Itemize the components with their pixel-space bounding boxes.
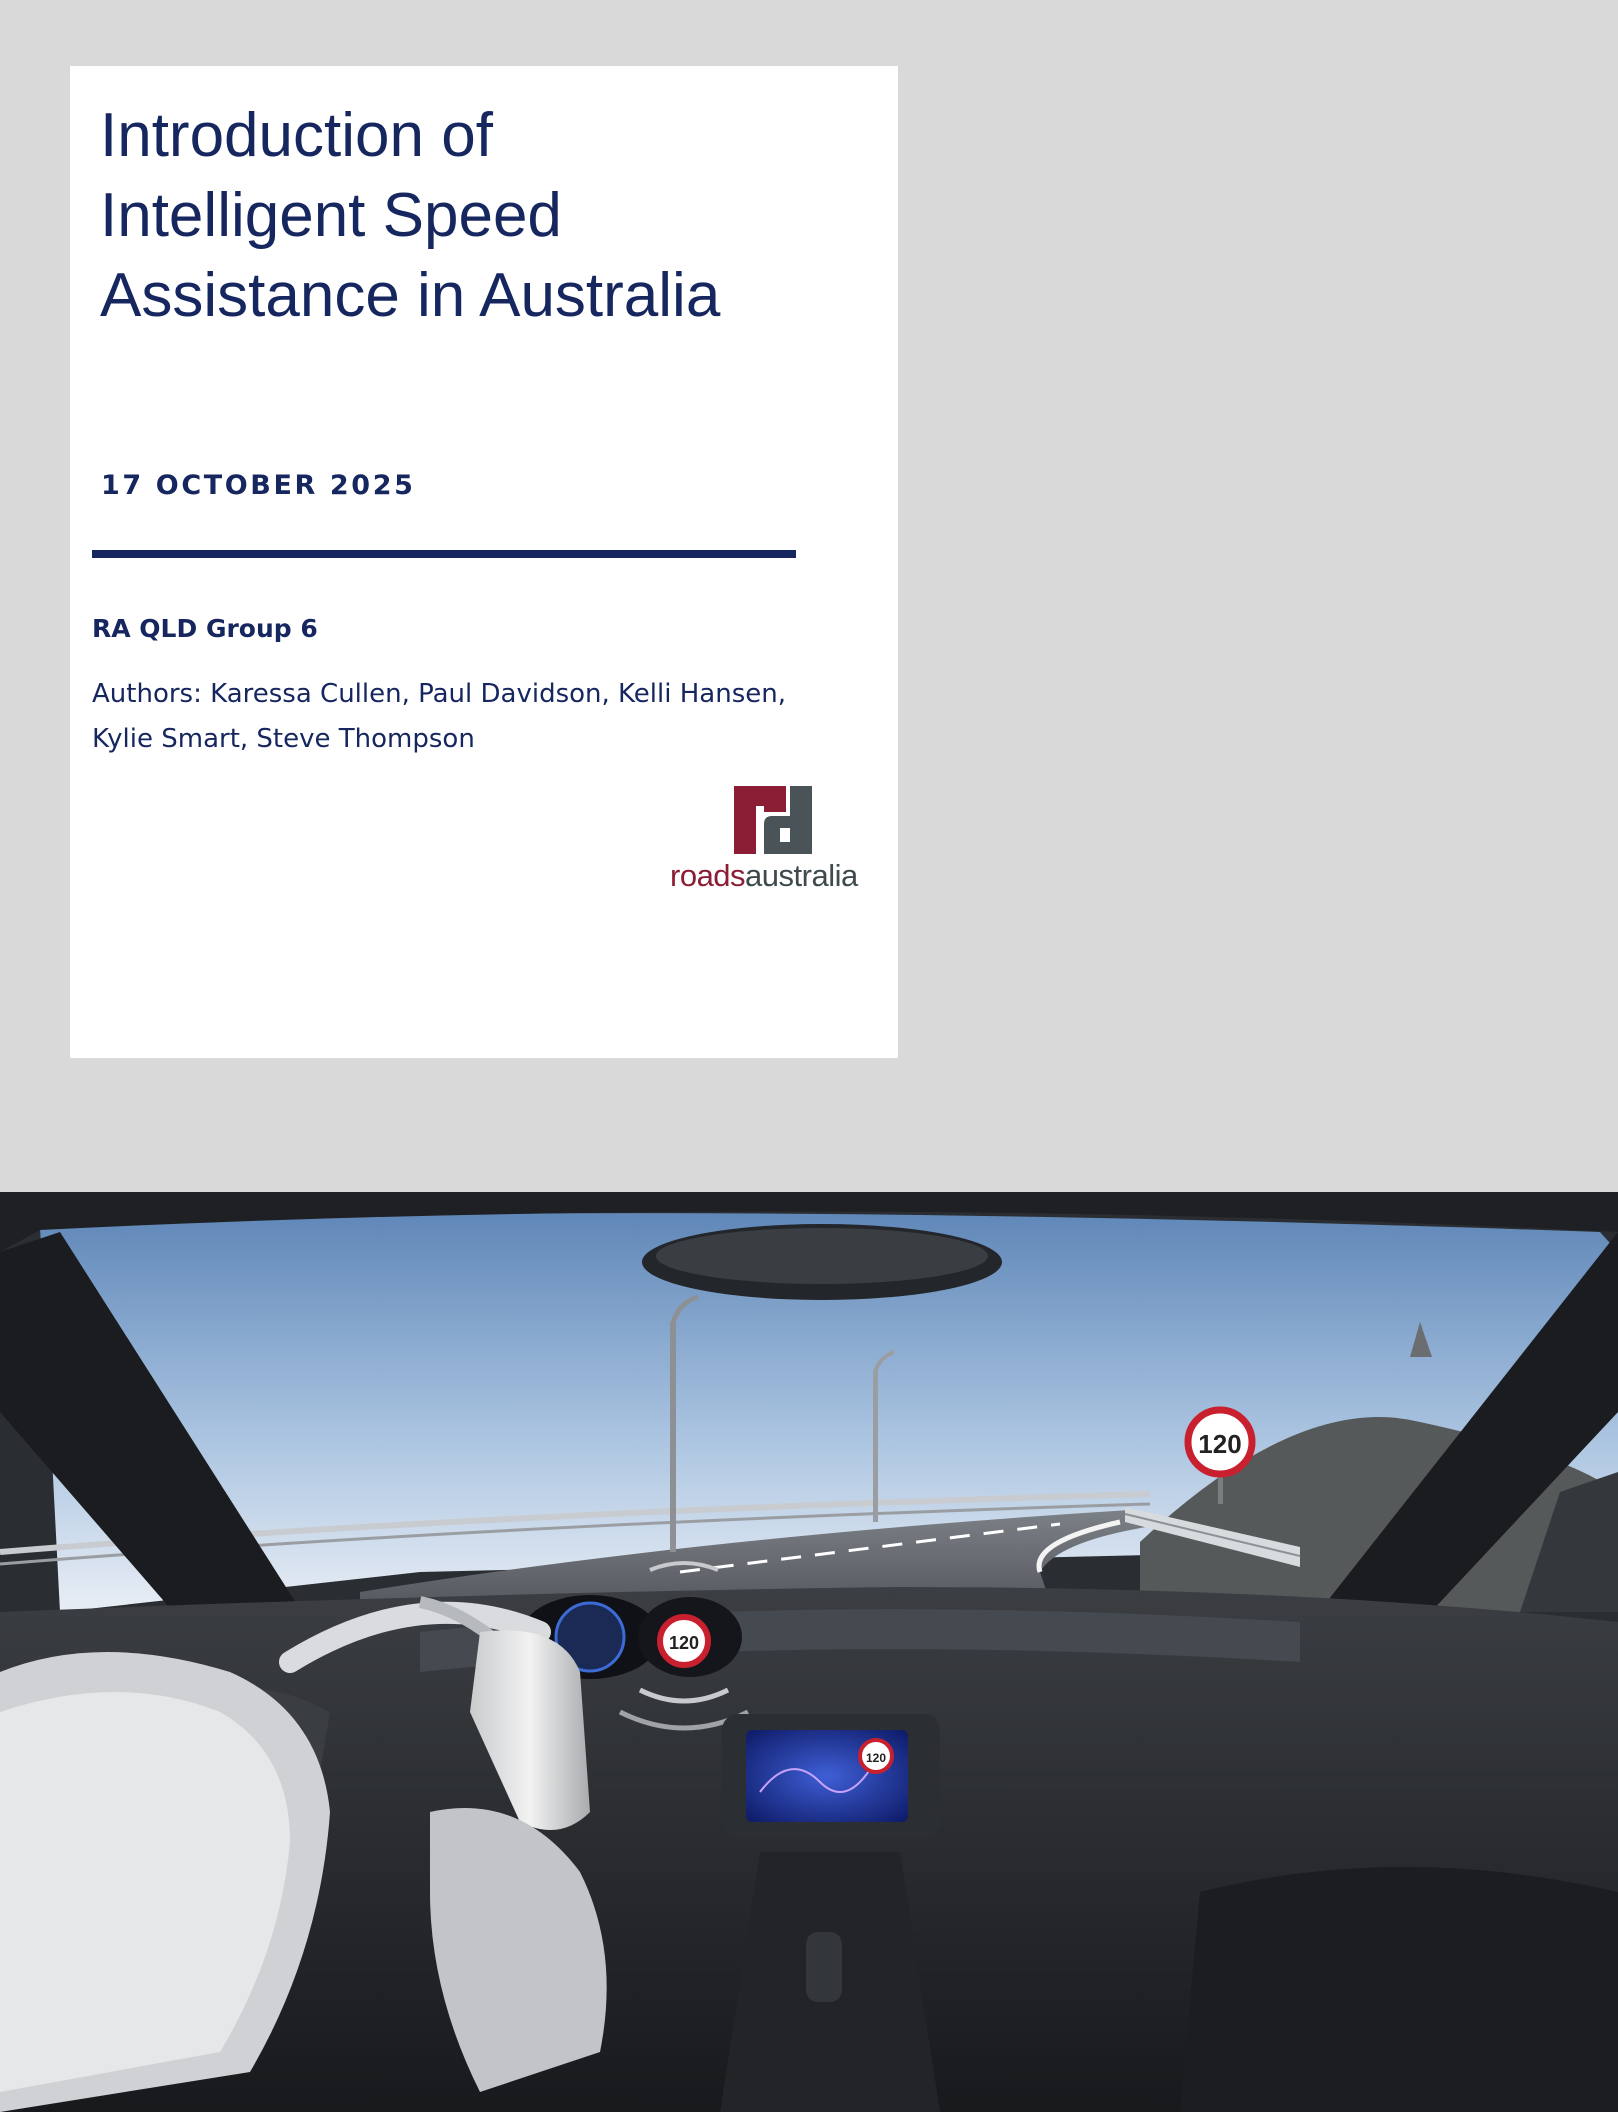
cover-card <box>70 66 898 1058</box>
roads-australia-logo-mark <box>670 766 882 862</box>
document-date: 17 OCTOBER 2025 <box>101 470 416 501</box>
title-line: Assistance in Australia <box>100 261 721 330</box>
document-title <box>100 96 860 336</box>
speed-sign-screen-label: 120 <box>865 1751 887 1765</box>
logo-word-roads: roads <box>670 858 746 893</box>
title-divider <box>92 550 796 558</box>
cover-photo-car-interior <box>0 1192 1618 2112</box>
title-line: Introduction of <box>100 101 493 170</box>
group-name: RA QLD Group 6 <box>92 614 318 643</box>
authors-list <box>92 672 852 762</box>
speed-sign-cluster-label: 120 <box>668 1633 700 1653</box>
car-interior-illustration <box>0 1192 1618 2112</box>
authors-line: Kylie Smart, Steve Thompson <box>92 724 475 754</box>
roads-australia-logo <box>670 766 882 966</box>
logo-word-australia: australia <box>745 858 858 893</box>
title-line: Intelligent Speed <box>100 181 562 250</box>
authors-line: Authors: Karessa Cullen, Paul Davidson, Kelli Hansen, <box>92 679 786 709</box>
speed-sign-roadside-label: 120 <box>1198 1429 1242 1459</box>
logo-wordmark <box>670 858 858 894</box>
